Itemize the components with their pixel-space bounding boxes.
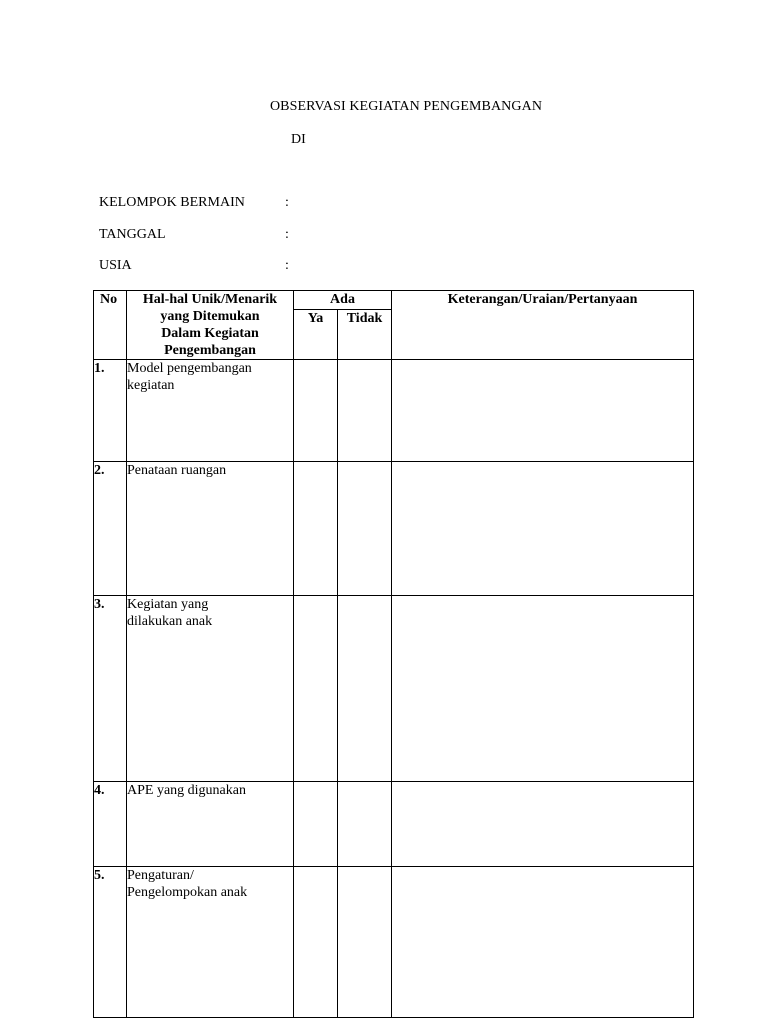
row-number: 3. [94, 596, 127, 782]
row-number: 5. [94, 867, 127, 1018]
header-hal-line: Hal-hal Unik/Menarik [142, 292, 278, 307]
field-label: USIA [99, 258, 132, 273]
row-item-line: Pengaturan/ [127, 868, 194, 883]
cell-ya[interactable] [294, 867, 338, 1018]
header-ya: Ya [294, 309, 338, 359]
row-item-line: Pengelompokan anak [127, 885, 248, 900]
cell-ya[interactable] [294, 782, 338, 867]
row-item [127, 867, 294, 1018]
row-item [127, 462, 294, 596]
cell-keterangan[interactable] [392, 782, 694, 867]
row-item-line: Penataan ruangan [127, 463, 227, 478]
header-hal-line: Dalam Kegiatan [161, 326, 259, 341]
header-ada: Ada [294, 291, 392, 310]
cell-ya[interactable] [294, 360, 338, 462]
cell-ya[interactable] [294, 462, 338, 596]
table-row [94, 596, 694, 782]
row-item-line: kegiatan [127, 378, 175, 393]
page-subtitle: DI [291, 132, 306, 147]
field-colon: : [285, 258, 289, 273]
page-title: OBSERVASI KEGIATAN PENGEMBANGAN [269, 99, 543, 114]
row-item [127, 596, 294, 782]
field-label: TANGGAL [99, 227, 166, 242]
field-usia [99, 258, 299, 276]
field-label: KELOMPOK BERMAIN [99, 195, 245, 210]
cell-tidak[interactable] [338, 360, 392, 462]
table-header-row [94, 291, 694, 310]
row-item-line: Kegiatan yang [127, 597, 209, 612]
header-no: No [94, 291, 127, 360]
row-number: 2. [94, 462, 127, 596]
cell-ya[interactable] [294, 596, 338, 782]
header-hal-hal-unik [127, 291, 294, 360]
field-kelompok-bermain [99, 195, 299, 213]
observation-table [93, 290, 694, 1018]
row-item-line: dilakukan anak [127, 614, 213, 629]
header-keterangan: Keterangan/Uraian/Pertanyaan [392, 291, 694, 360]
row-number: 4. [94, 782, 127, 867]
header-tidak: Tidak [338, 309, 392, 359]
cell-tidak[interactable] [338, 782, 392, 867]
field-colon: : [285, 195, 289, 210]
cell-keterangan[interactable] [392, 360, 694, 462]
row-item [127, 782, 294, 867]
table-row [94, 360, 694, 462]
row-number: 1. [94, 360, 127, 462]
table-row [94, 782, 694, 867]
cell-tidak[interactable] [338, 596, 392, 782]
cell-tidak[interactable] [338, 867, 392, 1018]
field-tanggal [99, 227, 299, 245]
row-item [127, 360, 294, 462]
table-row [94, 462, 694, 596]
row-item-line: Model pengembangan [127, 361, 252, 376]
header-hal-line: yang Ditemukan [160, 309, 260, 324]
field-colon: : [285, 227, 289, 242]
cell-tidak[interactable] [338, 462, 392, 596]
table-row [94, 867, 694, 1018]
cell-keterangan[interactable] [392, 596, 694, 782]
row-item-line: APE yang digunakan [127, 783, 246, 798]
cell-keterangan[interactable] [392, 867, 694, 1018]
cell-keterangan[interactable] [392, 462, 694, 596]
header-hal-line: Pengembangan [164, 343, 256, 358]
